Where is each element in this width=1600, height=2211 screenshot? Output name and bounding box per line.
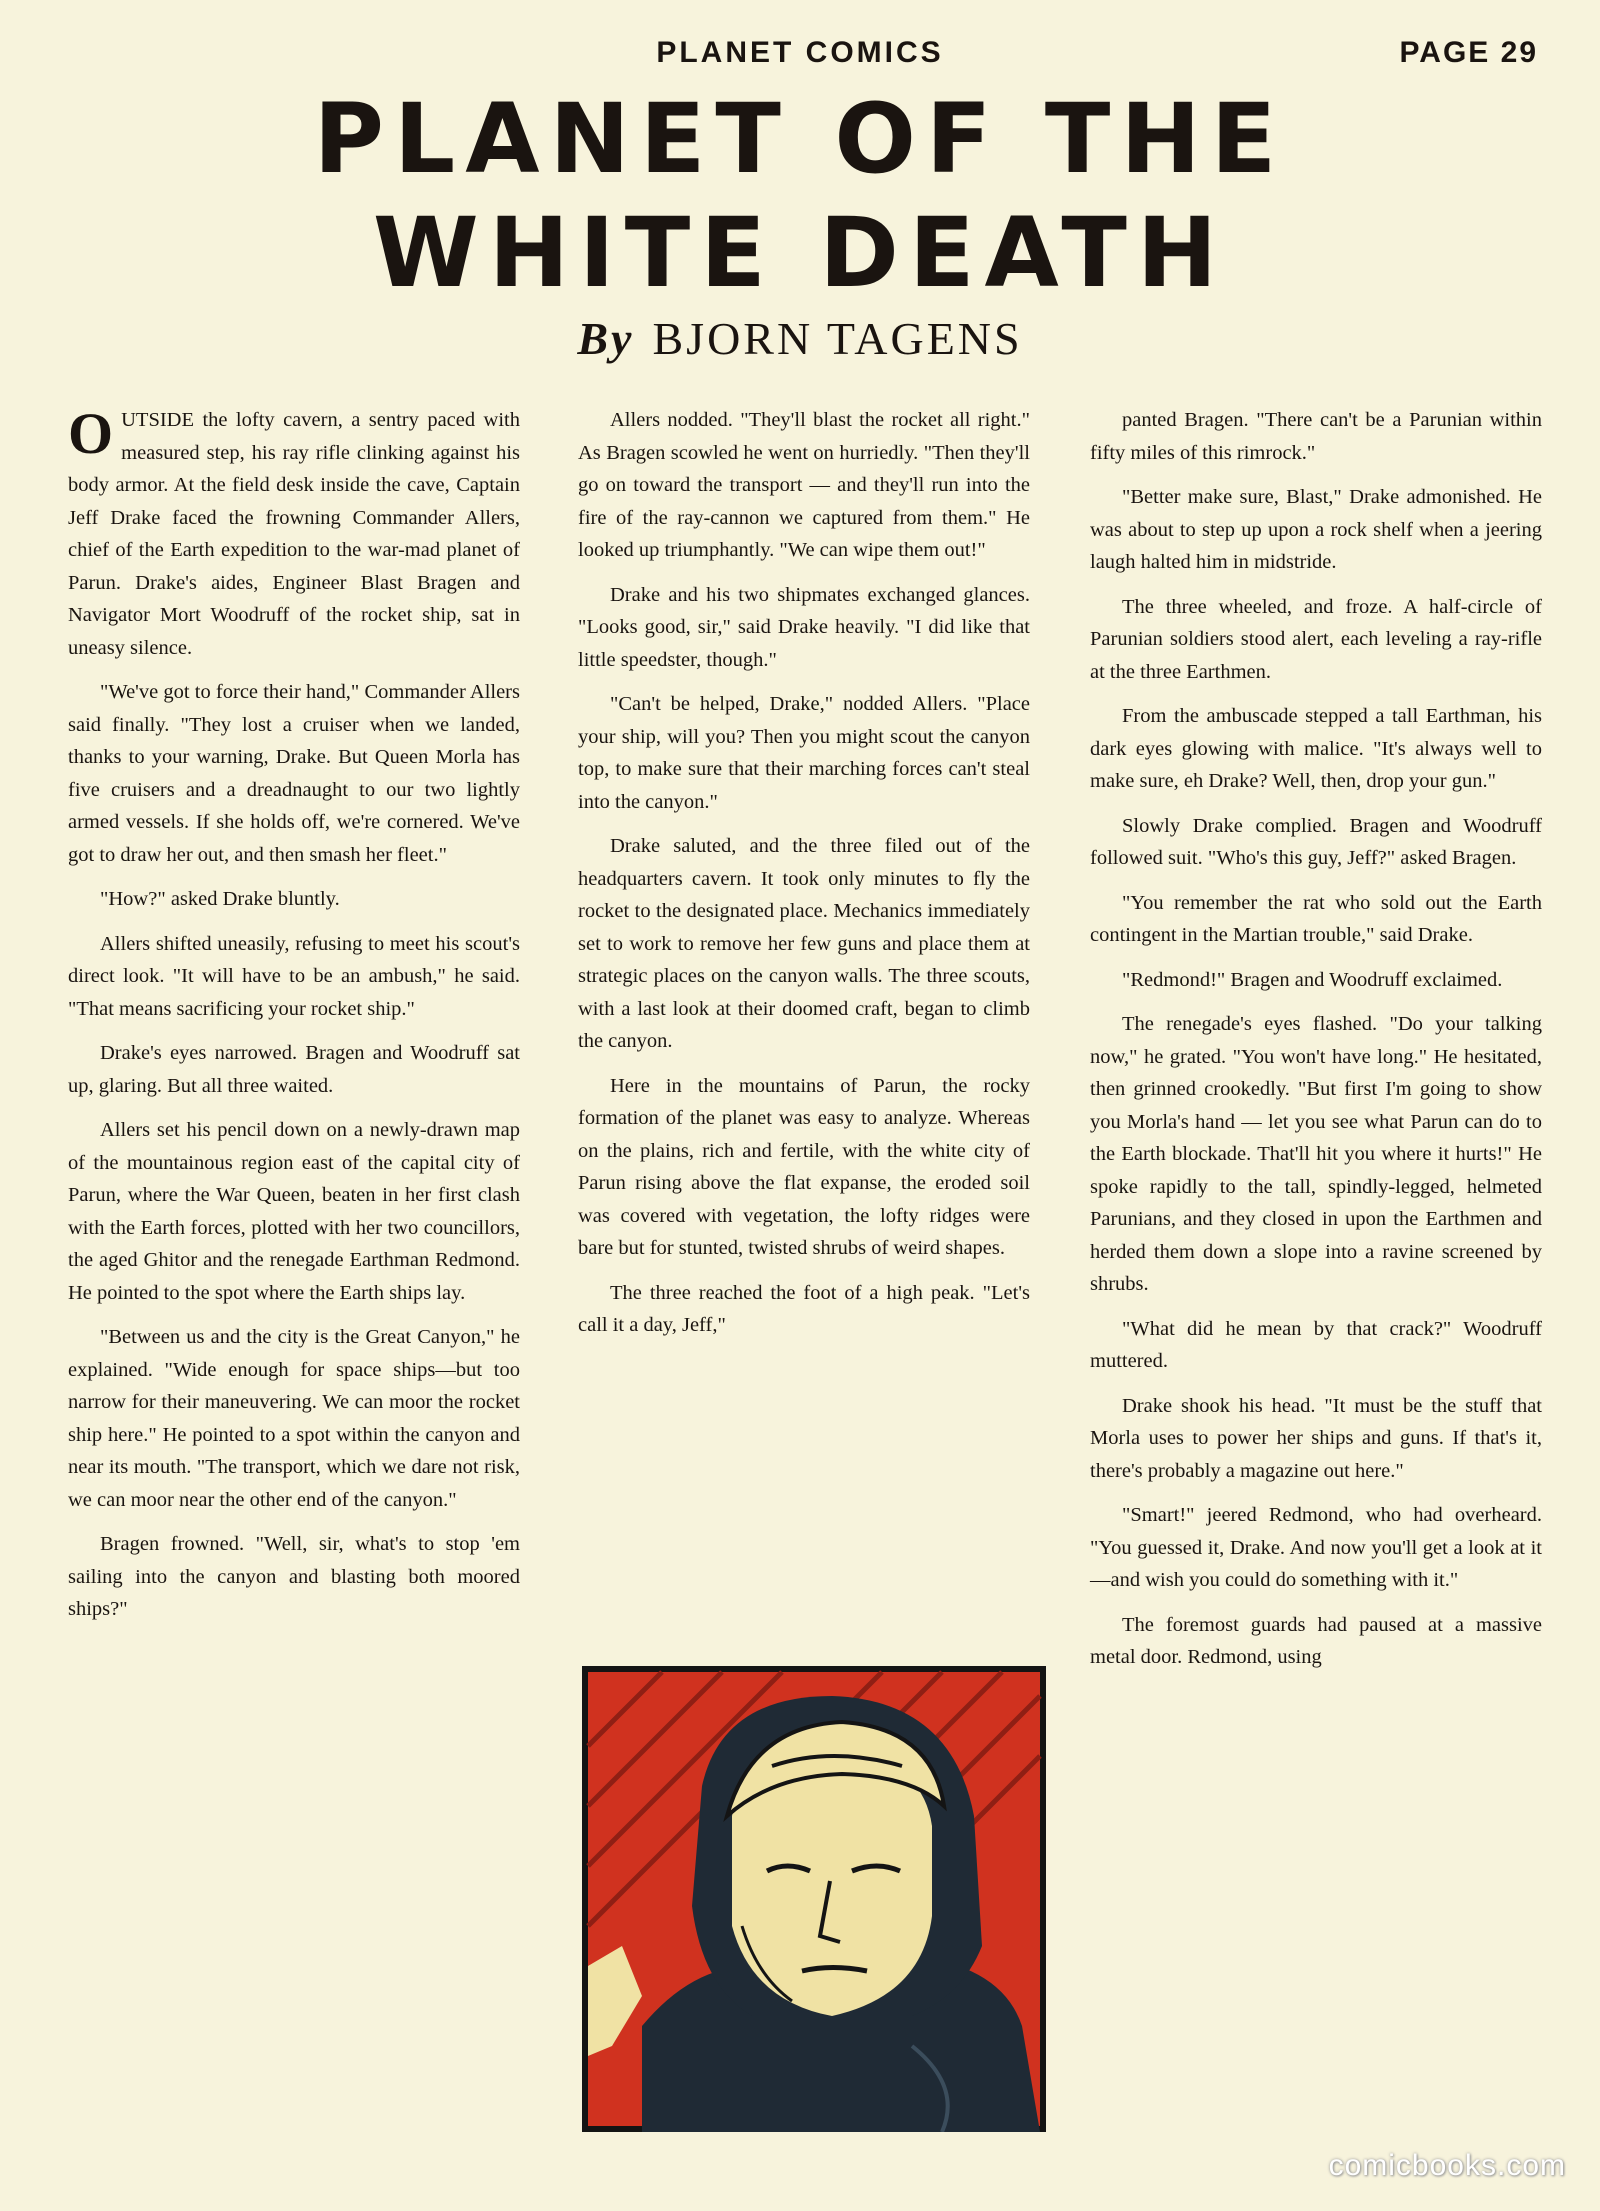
drop-cap: O bbox=[68, 401, 114, 466]
paragraph: "Smart!" jeered Redmond, who had overheard. "You guessed it, Drake. And now you'll get a look at it—and wish you could do something with it." bbox=[1090, 1504, 1542, 1591]
paragraph: Here in the mountains of Parun, the rocky formation of the planet was easy to analyze. Whereas on the plains, rich and fertile, with the white city of Parun rising above the flat expanse, the eroded soil was covered with vegetation, the lofty ridges were bare but for stunted, twisted shrubs of weird shapes. bbox=[578, 1074, 1030, 1259]
paragraph: panted Bragen. "There can't be a Parunian within fifty miles of this rimrock." bbox=[1090, 409, 1542, 464]
paragraph: Slowly Drake complied. Bragen and Woodruff followed suit. "Who's this guy, Jeff?" asked Bragen. bbox=[1090, 814, 1542, 869]
paragraph: The renegade's eyes flashed. "Do your talking now," he grated. "You won't have long." He hesitated, then grinned crookedly. "But first I'm going to show you Morla's hand — let you see what Parun can do to the Earth blockade. That'll hit you where it hurts!" He spoke rapidly to the tall, spindly-legged, helmeted Parunians, and they closed in upon the Earthmen and herded them down a slope into a ravine screened by shrubs. bbox=[1090, 1013, 1542, 1295]
paragraph: The foremost guards had paused at a massive metal door. Redmond, using bbox=[1090, 1613, 1542, 1668]
story-title-line-2: WHITE DEATH bbox=[372, 197, 1228, 309]
page-number: PAGE 29 bbox=[1399, 36, 1538, 69]
author-name: BJORN TAGENS bbox=[652, 313, 1023, 364]
paragraph: Drake saluted, and the three filed out of the headquarters cavern. It took only minutes to fly the rocket to the designated place. Mechanics immediately set to work to remove her few guns and place them at strategic places on the canyon walls. The three scouts, with a last look at their doomed craft, began to climb the canyon. bbox=[578, 835, 1030, 1052]
paragraph: From the ambuscade stepped a tall Earthman, his dark eyes glowing with malice. "It's always well to make sure, eh Drake? Well, then, drop your gun." bbox=[1090, 705, 1542, 792]
paragraph: "Can't be helped, Drake," nodded Allers. "Place your ship, will you? Then you might scout the canyon top, to make sure that their marching forces can't steal into the canyon." bbox=[578, 693, 1030, 813]
paragraph: Allers nodded. "They'll blast the rocket all right." As Bragen scowled he went on hurriedly. "Then they'll go on toward the transport — and they'll run into the fire of the ray-cannon we captured from them." He looked up triumphantly. "We can wipe them out!" bbox=[578, 409, 1030, 561]
article-column-1 bbox=[68, 401, 520, 1638]
helmeted-man-portrait-icon bbox=[582, 1666, 1046, 2132]
paragraph: "How?" asked Drake bluntly. bbox=[100, 888, 340, 910]
paragraph: Allers set his pencil down on a newly-drawn map of the mountainous region east of the capital city of Parun, where the War Queen, beaten in her first clash with the Earth forces, plotted with her two councillors, the aged Ghitor and the renegade Earthman Redmond. He pointed to the spot where the Earth ships lay. bbox=[68, 1119, 520, 1304]
paragraph: "You remember the rat who sold out the Earth contingent in the Martian trouble," said Drake. bbox=[1090, 891, 1542, 946]
paragraph: The three reached the foot of a high peak. "Let's call it a day, Jeff," bbox=[578, 1281, 1030, 1336]
paragraph: OUTSIDE the lofty cavern, a sentry paced with measured step, his ray rifle clinking against his body armor. At the field desk inside the cave, Captain Jeff Drake faced the frowning Commander Allers, chief of the Earth expedition to the war-mad planet of Parun. Drake's aides, Engineer Blast Bragen and Navigator Mort Woodruff of the rocket ship, sat in uneasy silence. bbox=[68, 401, 520, 659]
paragraph: Bragen frowned. "Well, sir, what's to stop 'em sailing into the canyon and blasting both moored ships?" bbox=[68, 1533, 520, 1620]
illustration-svg bbox=[582, 1666, 1046, 2132]
paragraph: "Redmond!" Bragen and Woodruff exclaimed. bbox=[1122, 968, 1503, 991]
magazine-name: PLANET COMICS bbox=[656, 36, 944, 69]
byline bbox=[0, 312, 1600, 365]
paragraph: "We've got to force their hand," Commander Allers said finally. "They lost a cruiser when we landed, thanks to your warning, Drake. But Queen Morla has five cruisers and a dreadnaught to our two lightly armed vessels. If she holds off, we're cornered. We've got to draw her out, and then smash her fleet." bbox=[68, 681, 520, 866]
paragraph: "Better make sure, Blast," Drake admonished. He was about to step up upon a rock shelf when a jeering laugh halted him in midstride. bbox=[1090, 486, 1542, 573]
paragraph: The three wheeled, and froze. A half-circle of Parunian soldiers stood alert, each leveling a ray-rifle at the three Earthmen. bbox=[1090, 595, 1542, 683]
article-column-2 bbox=[578, 404, 1030, 1354]
paragraph: Allers shifted uneasily, refusing to meet his scout's direct look. "It will have to be an ambush," he said. "That means sacrificing your rocket ship." bbox=[68, 932, 520, 1020]
paragraph: Drake's eyes narrowed. Bragen and Woodruff sat up, glaring. But all three waited. bbox=[68, 1042, 520, 1097]
paragraph: "What did he mean by that crack?" Woodruff muttered. bbox=[1090, 1317, 1542, 1372]
story-title bbox=[0, 82, 1600, 310]
story-title-line-1: PLANET OF THE bbox=[313, 83, 1287, 195]
paragraph: Drake shook his head. "It must be the stuff that Morla uses to power her ships and guns. If that's it, there's probably a magazine out here." bbox=[1090, 1394, 1542, 1482]
paragraph: Drake and his two shipmates exchanged glances. "Looks good, sir," said Drake heavily. "I did like that little speedster, though." bbox=[578, 583, 1030, 671]
masthead bbox=[0, 36, 1600, 76]
watermark: comicbooks.com bbox=[1328, 2149, 1566, 2182]
article-column-3 bbox=[1090, 404, 1542, 1686]
paragraph: "Between us and the city is the Great Canyon," he explained. "Wide enough for space ships—but too narrow for their maneuvering. We can moor the rocket ship here." He pointed to a spot within the canyon and near its mouth. "The transport, which we dare not risk, we can moor near the other end of the canyon." bbox=[68, 1326, 520, 1511]
byline-by: By bbox=[577, 313, 635, 364]
